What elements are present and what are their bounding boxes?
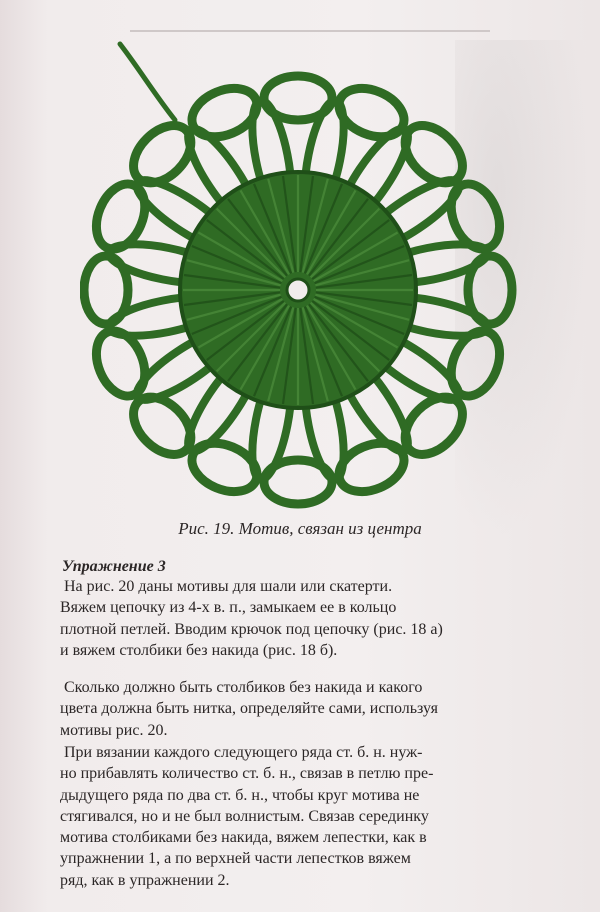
text-line: При вязании каждого следующего ряда ст. б. н. нуж- [64, 744, 423, 761]
text-line: упражнении 1, а по верхней части лепестков вяжем [60, 850, 411, 868]
text-line: дыдущего ряда по два ст. б. н., чтобы круг мотива не [60, 786, 420, 804]
text-line: Вяжем цепочку из 4-х в. п., замыкаем ее в кольцо [60, 599, 397, 617]
text-line: мотива столбиками без накида, вяжем лепестки, как в [60, 829, 427, 847]
text-line: плотной петлей. Вводим крючок под цепочку (рис. 18 а) [60, 620, 443, 638]
center-hole [287, 279, 309, 301]
text-line: цвета должна быть нитка, определяйте сами, используя [60, 700, 438, 718]
exercise-title: Упражнение 3 [62, 558, 166, 575]
text-line: мотивы рис. 20. [60, 721, 168, 739]
text-line: На рис. 20 даны мотивы для шали или скатерти. [64, 578, 393, 595]
paragraph-2 [60, 677, 560, 741]
paragraph-1 [60, 576, 560, 661]
figure-caption: Рис. 19. Мотив, связан из центра [178, 519, 422, 538]
text-line: и вяжем столбики без накида (рис. 18 б). [60, 641, 338, 659]
text-line: но прибавлять количество ст. б. н., связав в петлю пре- [60, 765, 434, 783]
text-line: Сколько должно быть столбиков без накида и какого [64, 679, 423, 696]
text-line: стягивался, но и не был волнистым. Связав серединку [60, 807, 429, 825]
yarn-tail [120, 44, 175, 120]
page-header-rule [130, 30, 490, 32]
paragraph-3 [60, 742, 560, 891]
crochet-motif-photo [80, 40, 520, 510]
text-line: ряд, как в упражнении 2. [60, 871, 230, 889]
